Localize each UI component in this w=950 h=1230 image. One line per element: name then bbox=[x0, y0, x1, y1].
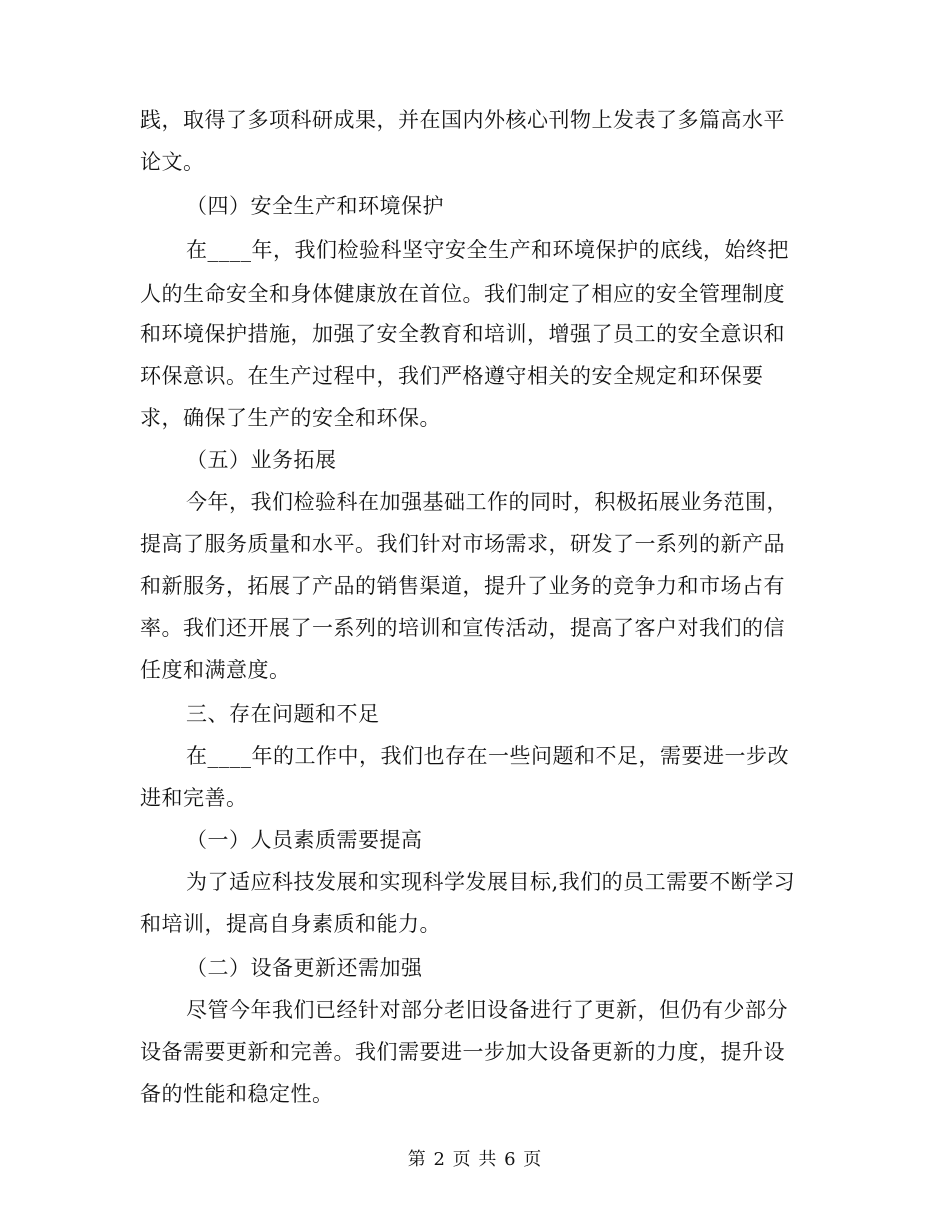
text-line: 在____年的工作中，我们也存在一些问题和不足，需要进一步改 bbox=[186, 744, 789, 768]
text-line: 环保意识。在生产过程中，我们严格遵守相关的安全规定和环保要 bbox=[140, 364, 764, 388]
text-line: 进和完善。 bbox=[140, 786, 248, 810]
text-line: 求，确保了生产的安全和环保。 bbox=[140, 406, 441, 430]
text-line: 今年，我们检验科在加强基础工作的同时，积极拓展业务范围， bbox=[186, 490, 788, 514]
subsection-heading-two: （二）设备更新还需加强 bbox=[186, 956, 423, 980]
text-line: 设备需要更新和完善。我们需要进一步加大设备更新的力度，提升设 bbox=[140, 1040, 785, 1064]
section-heading-five: （五）业务拓展 bbox=[186, 448, 337, 472]
text-line: 率。我们还开展了一系列的培训和宣传活动，提高了客户对我们的信 bbox=[140, 616, 785, 640]
section-heading-four: （四）安全生产和环境保护 bbox=[186, 194, 444, 218]
text-line: 和培训，提高自身素质和能力。 bbox=[140, 912, 441, 936]
text-line: 为了适应科技发展和实现科学发展目标,我们的员工需要不断学习 bbox=[186, 870, 796, 894]
text-line: 备的性能和稳定性。 bbox=[140, 1082, 334, 1106]
section-heading-three: 三、存在问题和不足 bbox=[186, 702, 380, 726]
text-line: 和环境保护措施，加强了安全教育和培训，增强了员工的安全意识和 bbox=[140, 322, 785, 346]
text-line: 践，取得了多项科研成果，并在国内外核心刊物上发表了多篇高水平 bbox=[140, 108, 785, 132]
text-line: 尽管今年我们已经针对部分老旧设备进行了更新，但仍有少部分 bbox=[186, 998, 788, 1022]
text-line: 和新服务，拓展了产品的销售渠道，提升了业务的竞争力和市场占有 bbox=[140, 574, 785, 598]
page-number: 第 2 页 共 6 页 bbox=[407, 1149, 543, 1170]
text-line: 提高了服务质量和水平。我们针对市场需求，研发了一系列的新产品 bbox=[140, 532, 785, 556]
text-line: 人的生命安全和身体健康放在首位。我们制定了相应的安全管理制度 bbox=[140, 282, 785, 306]
text-line: 在____年，我们检验科坚守安全生产和环境保护的底线，始终把 bbox=[186, 238, 789, 262]
text-line: 论文。 bbox=[140, 150, 205, 174]
subsection-heading-one: （一）人员素质需要提高 bbox=[186, 828, 423, 852]
text-line: 任度和满意度。 bbox=[140, 658, 291, 682]
